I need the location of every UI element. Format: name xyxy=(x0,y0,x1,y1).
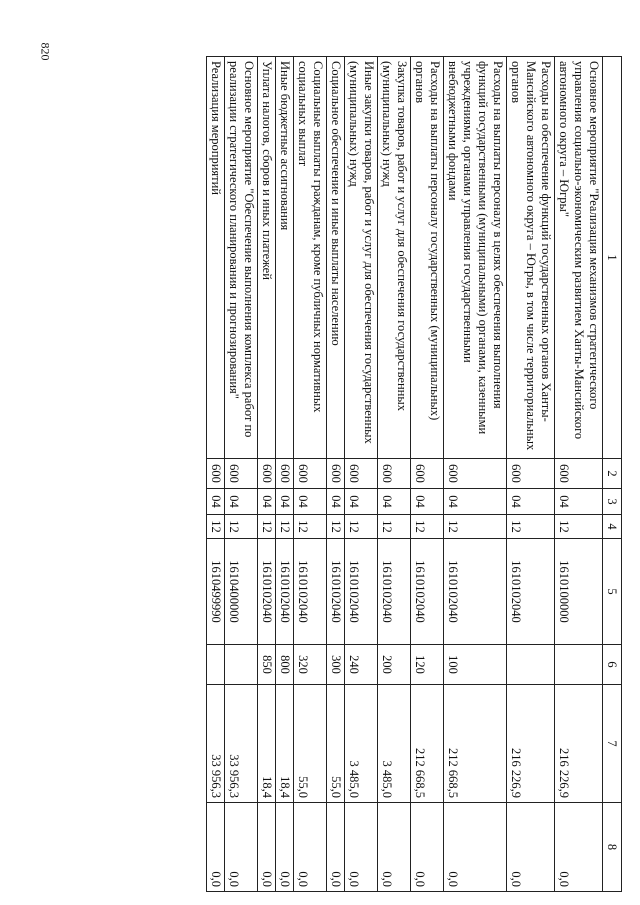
col-subsection-code: 12 xyxy=(411,515,444,539)
table-row xyxy=(507,57,555,892)
col-section-code: 04 xyxy=(276,489,294,515)
table-row xyxy=(207,57,225,892)
col-expense-type: 850 xyxy=(258,645,276,685)
col-section-code: 04 xyxy=(207,489,225,515)
col-amount-8: 0,0 xyxy=(507,803,555,892)
table-row xyxy=(327,57,345,892)
col-expense-type xyxy=(507,645,555,685)
row-description: Закупка товаров, работ и услуг для обеспечения государственных (муниципальных) нужд xyxy=(378,57,411,459)
col-amount-7: 55,0 xyxy=(294,685,327,803)
table-header-row xyxy=(603,57,622,892)
rotated-table-container xyxy=(66,56,622,891)
col-subsection-code: 12 xyxy=(378,515,411,539)
col-amount-8: 0,0 xyxy=(345,803,378,892)
header-cell-1: 1 xyxy=(603,57,622,459)
row-description: Реализация мероприятий xyxy=(207,57,225,459)
col-amount-8: 0,0 xyxy=(276,803,294,892)
col-amount-7: 18,4 xyxy=(276,685,294,803)
header-cell-3: 3 xyxy=(603,489,622,515)
row-description: Иные закупки товаров, работ и услуг для обеспечения государственных (муниципальных) нужд xyxy=(345,57,378,459)
col-expense-type: 800 xyxy=(276,645,294,685)
col-subsection-code: 12 xyxy=(327,515,345,539)
col-ministry-code: 600 xyxy=(411,459,444,489)
table-row xyxy=(294,57,327,892)
row-description: Социальное обеспечение и иные выплаты населению xyxy=(327,57,345,459)
col-subsection-code: 12 xyxy=(258,515,276,539)
col-section-code: 04 xyxy=(225,489,258,515)
col-section-code: 04 xyxy=(294,489,327,515)
col-section-code: 04 xyxy=(555,489,603,515)
col-amount-8: 0,0 xyxy=(444,803,507,892)
header-cell-8: 8 xyxy=(603,803,622,892)
col-subsection-code: 12 xyxy=(294,515,327,539)
col-target-article: 1610102040 xyxy=(378,539,411,645)
table-row xyxy=(555,57,603,892)
col-subsection-code: 12 xyxy=(276,515,294,539)
col-ministry-code: 600 xyxy=(276,459,294,489)
col-target-article: 1610499990 xyxy=(207,539,225,645)
col-ministry-code: 600 xyxy=(294,459,327,489)
col-section-code: 04 xyxy=(444,489,507,515)
table-row xyxy=(378,57,411,892)
col-subsection-code: 12 xyxy=(507,515,555,539)
col-expense-type: 120 xyxy=(411,645,444,685)
col-section-code: 04 xyxy=(507,489,555,515)
header-cell-2: 2 xyxy=(603,459,622,489)
col-ministry-code: 600 xyxy=(207,459,225,489)
col-amount-8: 0,0 xyxy=(207,803,225,892)
col-amount-8: 0,0 xyxy=(327,803,345,892)
header-cell-7: 7 xyxy=(603,685,622,803)
col-amount-8: 0,0 xyxy=(294,803,327,892)
col-expense-type xyxy=(555,645,603,685)
col-subsection-code: 12 xyxy=(345,515,378,539)
table-body xyxy=(207,57,622,892)
col-target-article: 1610102040 xyxy=(507,539,555,645)
col-ministry-code: 600 xyxy=(327,459,345,489)
col-target-article: 1610102040 xyxy=(444,539,507,645)
col-amount-7: 216 226,9 xyxy=(507,685,555,803)
col-amount-7: 33 956,3 xyxy=(207,685,225,803)
row-description: Уплата налогов, сборов и иных платежей xyxy=(258,57,276,459)
col-target-article: 1610102040 xyxy=(411,539,444,645)
col-ministry-code: 600 xyxy=(507,459,555,489)
row-description: Основное мероприятие "Реализация механизмов стратегического управления социально-экономическим развитием Ханты-Мансийского автономного округа – Югры" xyxy=(555,57,603,459)
row-description: Основное мероприятие "Обеспечение выполнения комплекса работ по реализации стратегического планирования и прогнозирования" xyxy=(225,57,258,459)
col-ministry-code: 600 xyxy=(258,459,276,489)
col-expense-type xyxy=(225,645,258,685)
col-ministry-code: 600 xyxy=(378,459,411,489)
col-subsection-code: 12 xyxy=(225,515,258,539)
col-amount-7: 212 668,5 xyxy=(444,685,507,803)
col-amount-8: 0,0 xyxy=(258,803,276,892)
col-expense-type: 300 xyxy=(327,645,345,685)
header-cell-6: 6 xyxy=(603,645,622,685)
col-subsection-code: 12 xyxy=(207,515,225,539)
col-target-article: 1610100000 xyxy=(555,539,603,645)
col-target-article: 1610400000 xyxy=(225,539,258,645)
row-description: Расходы на обеспечение функций государственных органов Ханты-Мансийского автономного округа – Югры, в том числе территориальных органов xyxy=(507,57,555,459)
col-target-article: 1610102040 xyxy=(345,539,378,645)
col-subsection-code: 12 xyxy=(444,515,507,539)
header-cell-5: 5 xyxy=(603,539,622,645)
table-row xyxy=(258,57,276,892)
col-amount-7: 18,4 xyxy=(258,685,276,803)
col-amount-8: 0,0 xyxy=(555,803,603,892)
col-expense-type xyxy=(207,645,225,685)
table-row xyxy=(444,57,507,892)
col-section-code: 04 xyxy=(258,489,276,515)
col-expense-type: 320 xyxy=(294,645,327,685)
row-description: Иные бюджетные ассигнования xyxy=(276,57,294,459)
table-row xyxy=(345,57,378,892)
col-amount-8: 0,0 xyxy=(225,803,258,892)
col-section-code: 04 xyxy=(345,489,378,515)
col-amount-8: 0,0 xyxy=(378,803,411,892)
col-target-article: 1610102040 xyxy=(327,539,345,645)
col-expense-type: 100 xyxy=(444,645,507,685)
col-amount-7: 33 956,3 xyxy=(225,685,258,803)
page-number: 820 xyxy=(38,42,53,61)
col-target-article: 1610102040 xyxy=(258,539,276,645)
table-row xyxy=(276,57,294,892)
budget-table xyxy=(206,56,622,892)
col-ministry-code: 600 xyxy=(345,459,378,489)
col-subsection-code: 12 xyxy=(555,515,603,539)
row-description: Расходы на выплаты персоналу государственных (муниципальных) органов xyxy=(411,57,444,459)
col-amount-7: 3 485,0 xyxy=(378,685,411,803)
col-amount-8: 0,0 xyxy=(411,803,444,892)
col-section-code: 04 xyxy=(378,489,411,515)
col-amount-7: 216 226,9 xyxy=(555,685,603,803)
col-target-article: 1610102040 xyxy=(276,539,294,645)
table-row xyxy=(225,57,258,892)
col-expense-type: 240 xyxy=(345,645,378,685)
col-target-article: 1610102040 xyxy=(294,539,327,645)
col-ministry-code: 600 xyxy=(225,459,258,489)
col-amount-7: 3 485,0 xyxy=(345,685,378,803)
col-amount-7: 55,0 xyxy=(327,685,345,803)
header-cell-4: 4 xyxy=(603,515,622,539)
col-section-code: 04 xyxy=(411,489,444,515)
col-amount-7: 212 668,5 xyxy=(411,685,444,803)
row-description: Социальные выплаты гражданам, кроме публичных нормативных социальных выплат xyxy=(294,57,327,459)
col-ministry-code: 600 xyxy=(444,459,507,489)
table-row xyxy=(411,57,444,892)
row-description: Расходы на выплаты персоналу в целях обеспечения выполнения функций государственными (муниципальными) органами, казенными учреждениями, органами управления государственными внебюджетными фондами xyxy=(444,57,507,459)
col-expense-type: 200 xyxy=(378,645,411,685)
col-ministry-code: 600 xyxy=(555,459,603,489)
col-section-code: 04 xyxy=(327,489,345,515)
